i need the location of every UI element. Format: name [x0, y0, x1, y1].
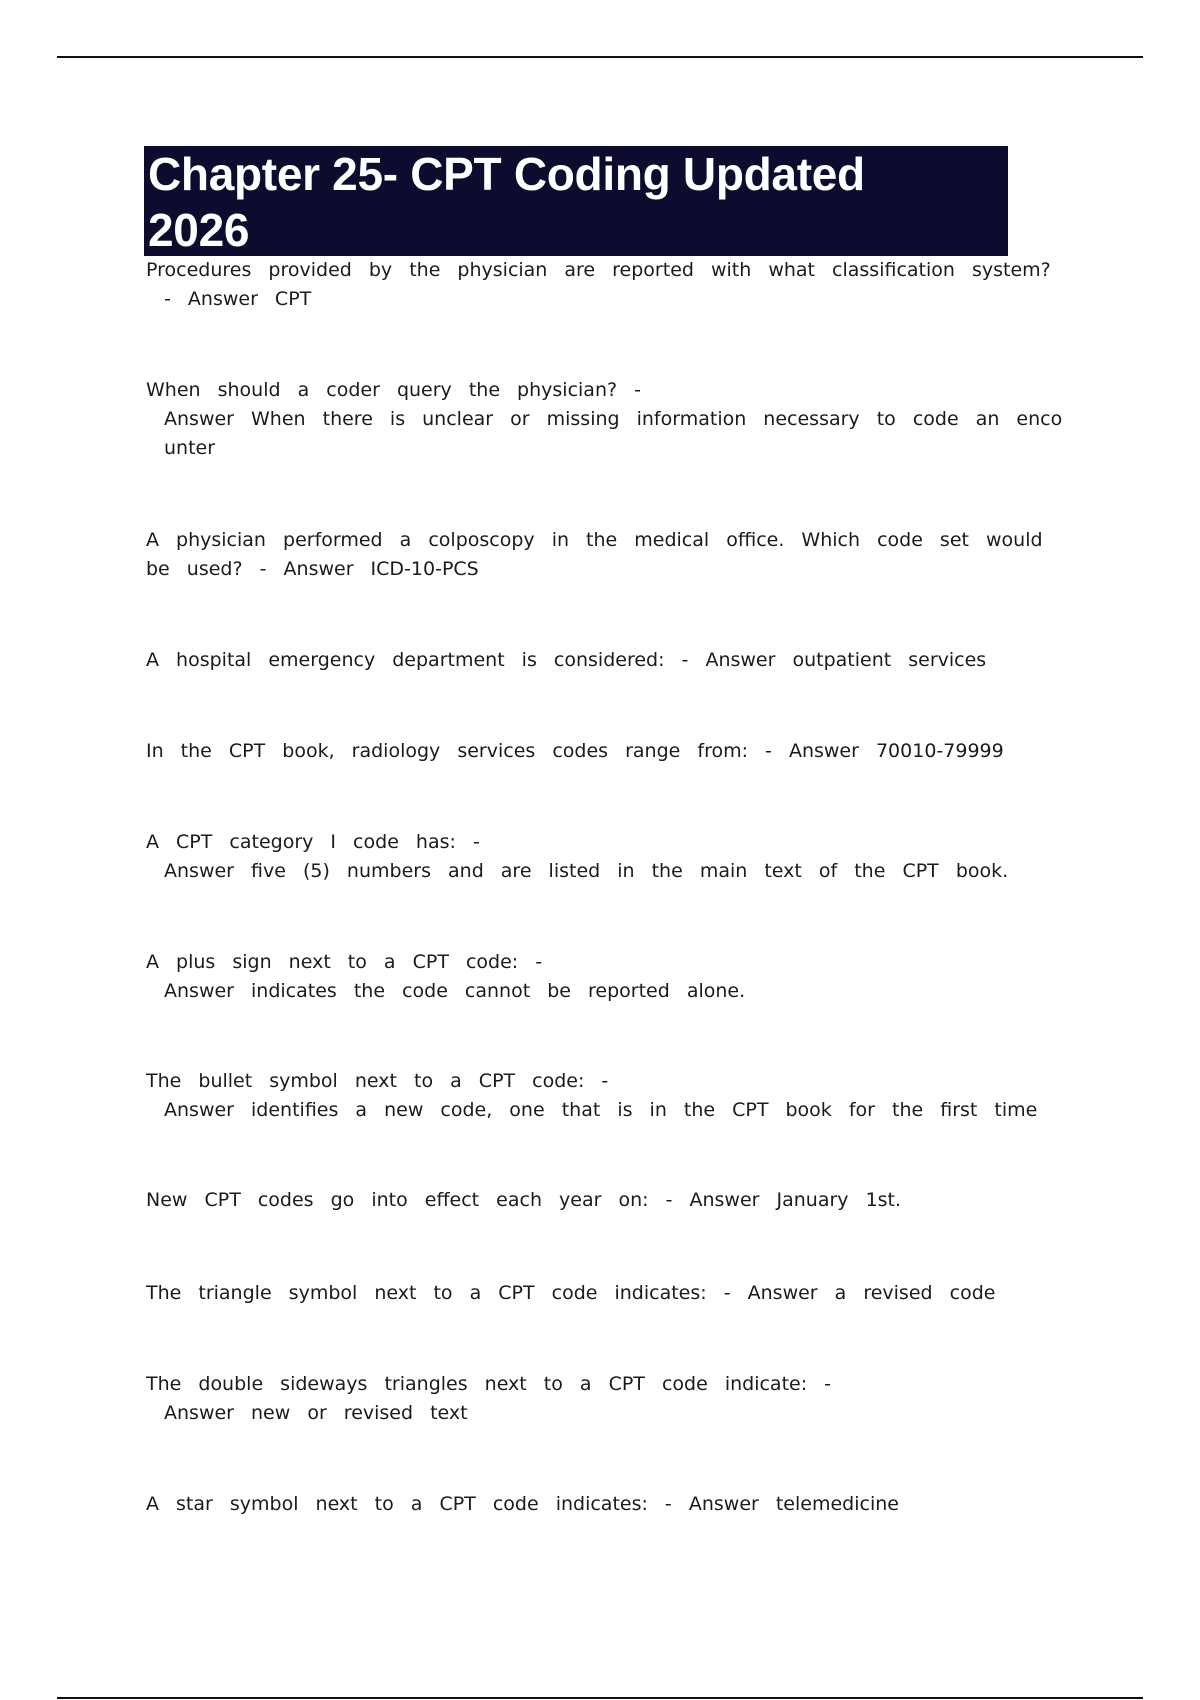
question: A plus sign next to a CPT code:	[146, 951, 519, 973]
document-title	[144, 146, 1008, 256]
qa-item	[146, 256, 1066, 314]
qa-item	[146, 828, 1066, 886]
answer-separator: -	[648, 1189, 673, 1211]
answer: Answer January 1st.	[689, 1189, 902, 1211]
question: When should a coder query the physician?	[146, 379, 618, 401]
qa-item	[146, 526, 1066, 584]
answer-separator: -	[807, 1373, 832, 1395]
top-rule	[57, 56, 1143, 58]
answer-text: Answer CPT	[187, 288, 312, 310]
answer-separator: -	[518, 951, 543, 973]
title-line-2: 2026	[148, 204, 250, 256]
answer: Answer new or revised text	[164, 1402, 468, 1424]
question: The triangle symbol next to a CPT code indicates:	[146, 1282, 707, 1304]
qa-item	[146, 1186, 1066, 1215]
question: In the CPT book, radiology services codes range from:	[146, 740, 748, 762]
qa-item	[146, 1067, 1066, 1125]
answer: Answer identifies a new code, one that is in the CPT book for the first time	[164, 1099, 1038, 1121]
qa-item	[146, 646, 1066, 675]
question: A physician performed a colposcopy in the medical office. Which code set would be used?	[146, 529, 1043, 580]
question: A star symbol next to a CPT code indicates:	[146, 1493, 648, 1515]
answer	[146, 285, 1066, 314]
answer-separator: -	[748, 740, 772, 762]
question: A hospital emergency department is considered:	[146, 649, 665, 671]
qa-item	[146, 1370, 1066, 1428]
qa-item	[146, 1279, 1066, 1308]
answer-separator: -	[584, 1070, 609, 1092]
answer-separator: -	[647, 1493, 672, 1515]
answer-separator: -	[455, 831, 480, 853]
qa-item	[146, 948, 1066, 1006]
answer-separator: -	[617, 379, 641, 401]
answer-separator: -	[164, 288, 171, 310]
answer: Answer a revised code	[747, 1282, 996, 1304]
question: Procedures provided by the physician are reported with what classification system?	[146, 259, 1051, 281]
answer: Answer ICD-10-PCS	[283, 558, 479, 580]
qa-item	[146, 737, 1066, 766]
bottom-rule	[57, 1697, 1143, 1699]
question: New CPT codes go into effect each year on:	[146, 1189, 649, 1211]
answer-separator: -	[242, 558, 267, 580]
question: The double sideways triangles next to a CPT code indicate:	[146, 1373, 808, 1395]
answer-separator: -	[664, 649, 689, 671]
answer-separator: -	[706, 1282, 731, 1304]
answer: Answer five (5) numbers and are listed in the main text of the CPT book.	[164, 860, 1009, 882]
answer: Answer outpatient services	[705, 649, 987, 671]
question: A CPT category I code has:	[146, 831, 456, 853]
qa-item	[146, 376, 1066, 463]
question: The bullet symbol next to a CPT code:	[146, 1070, 585, 1092]
answer: Answer indicates the code cannot be reported alone.	[164, 980, 746, 1002]
answer: Answer 70010-79999	[788, 740, 1004, 762]
answer: Answer telemedicine	[688, 1493, 899, 1515]
qa-item	[146, 1490, 1066, 1519]
title-line-1: Chapter 25- CPT Coding Updated	[148, 148, 865, 200]
answer: Answer When there is unclear or missing information necessary to code an enco unter	[164, 408, 1063, 459]
